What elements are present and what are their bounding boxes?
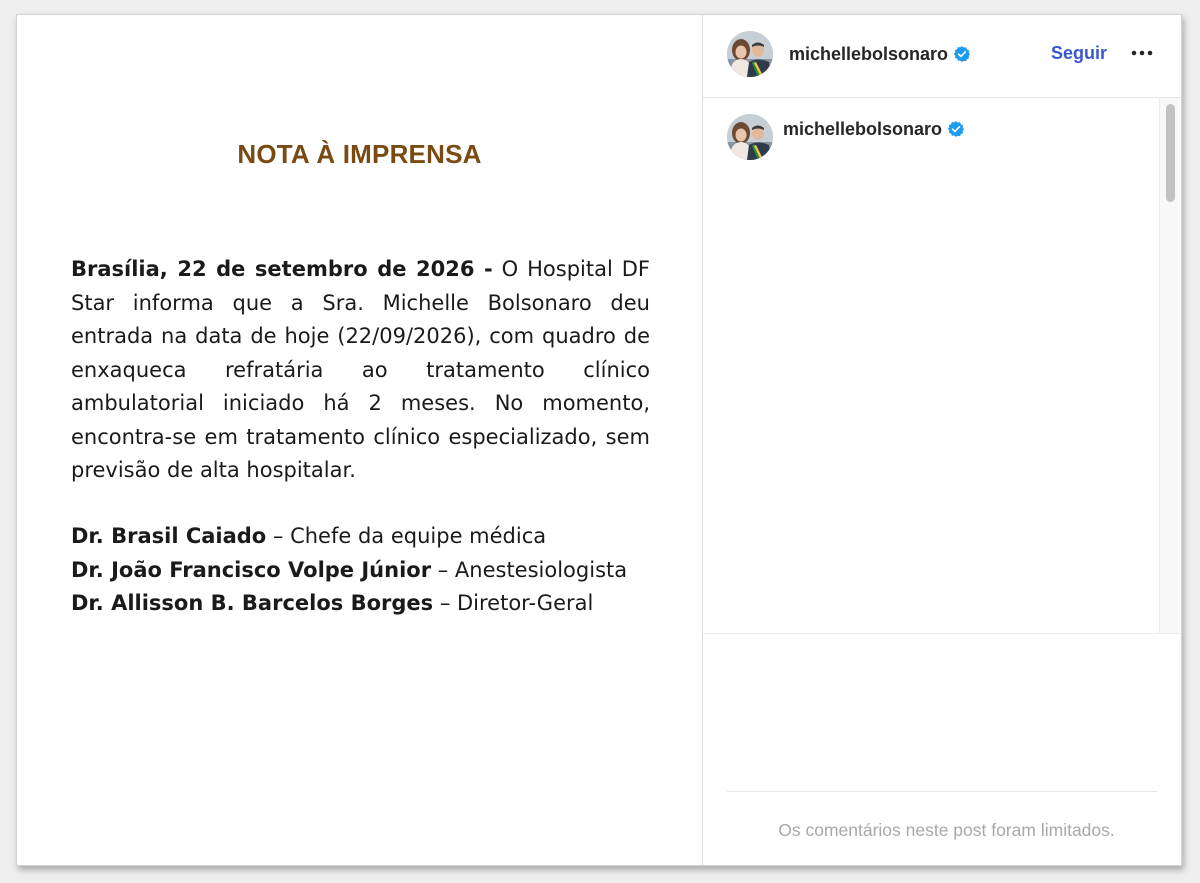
post-header <box>703 15 1182 98</box>
note-dateline: Brasília, 22 de setembro de 2026 - <box>71 257 493 281</box>
header-username-text[interactable]: michellebolsonaro <box>789 44 949 64</box>
header-username[interactable] <box>789 44 971 65</box>
note-title: NOTA À IMPRENSA <box>237 139 482 169</box>
more-horizontal-icon <box>1127 39 1157 67</box>
signature-line <box>71 554 671 588</box>
signature-name: Dr. João Francisco Volpe Júnior <box>71 557 432 582</box>
comments-area <box>703 98 1182 634</box>
follow-button[interactable]: Seguir <box>1051 43 1108 63</box>
avatar[interactable] <box>727 31 773 77</box>
signature-line <box>71 587 671 621</box>
avatar-photo-icon <box>727 114 773 160</box>
post-side-panel <box>702 15 1182 865</box>
caption-username[interactable] <box>783 119 965 140</box>
post-image <box>17 15 702 865</box>
footer-divider <box>727 791 1157 792</box>
signature-role: – Diretor-Geral <box>433 591 594 615</box>
signature-name: Dr. Brasil Caiado <box>71 524 267 548</box>
note-text: O Hospital DF Star informa que a Sra. Michelle Bolsonaro deu entrada na data de hoje (22/09/2026), com quadro de enxaqueca refratária ao tratamento clínico ambulatorial iniciado há 2 meses. No momento, encontra-se em tratamento clínico especializado, sem previsão de alta hospitalar. <box>71 257 650 482</box>
note-body <box>71 253 650 488</box>
signature-role: – Anestesiologista <box>431 557 628 582</box>
scrollbar[interactable] <box>1159 98 1180 633</box>
signature-name: Dr. Allisson B. Barcelos Borges <box>71 591 434 615</box>
note-signatures <box>71 520 671 621</box>
verified-badge-icon <box>953 45 971 63</box>
caption-username-text[interactable]: michellebolsonaro <box>783 119 943 139</box>
verified-badge-icon <box>947 120 965 138</box>
signature-line <box>71 520 671 554</box>
avatar-photo-icon <box>727 31 773 77</box>
post-modal <box>16 14 1182 866</box>
signature-role: – Chefe da equipe médica <box>266 524 547 548</box>
more-options-button[interactable] <box>1127 39 1157 67</box>
comments-limited-notice: Os comentários neste post foram limitados. <box>778 820 1115 840</box>
scrollbar-thumb[interactable] <box>1166 104 1175 202</box>
caption-avatar[interactable] <box>727 114 773 160</box>
